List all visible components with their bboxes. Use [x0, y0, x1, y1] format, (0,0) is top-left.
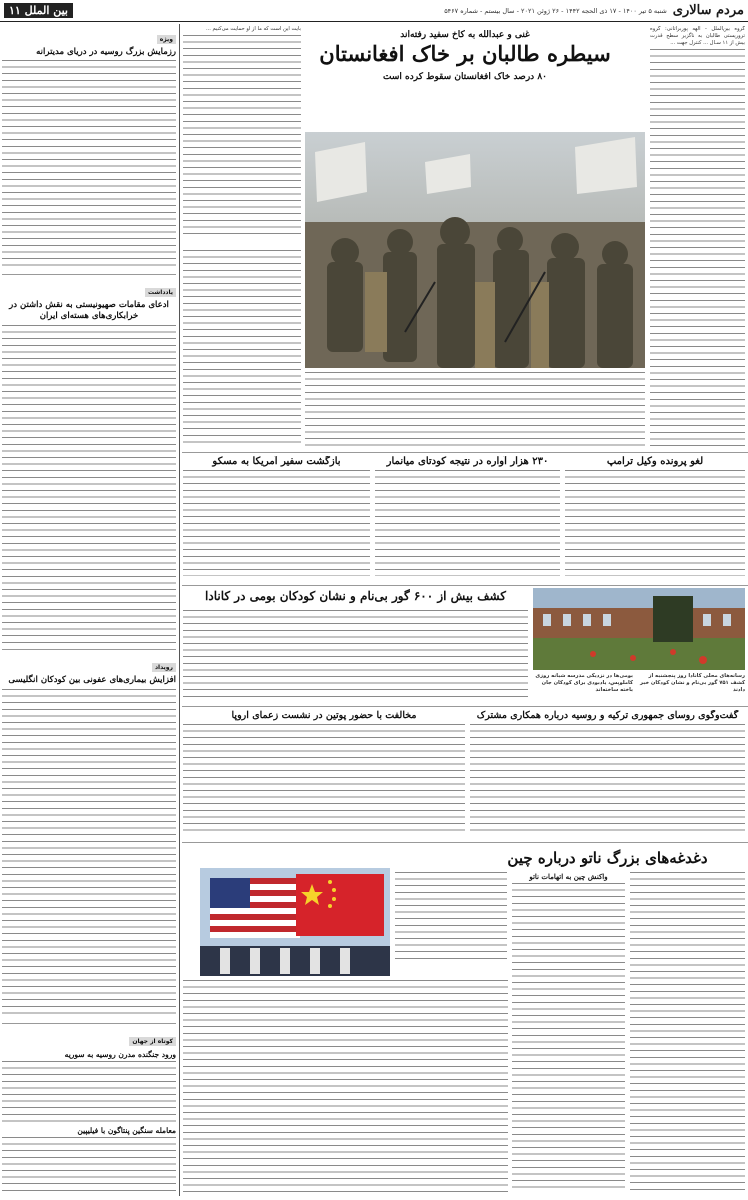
nato-title-box — [470, 848, 745, 868]
brief-syria-title: ورود جنگنده مدرن روسیه به سوریه — [64, 1050, 176, 1059]
nato-text-col1 — [630, 872, 745, 1194]
lead-text-col3: بایت این است که ما از او حمایت می‌کنیم ... — [183, 26, 301, 246]
canada-text — [183, 610, 528, 702]
taliban-crowd-photo — [305, 132, 645, 368]
canada-caption-left: بومی‌ها در نزدیکی مدرسه شبانه روزی کاملوپس، یادبودی برای کودکان جان باخته ساخته‌اند — [535, 673, 633, 693]
russia-drill-text — [2, 60, 176, 270]
divider-row4 — [182, 842, 748, 843]
ambassador-story — [183, 456, 370, 582]
brief-philippines-title: معامله سنگین پنتاگون با فیلیپین — [77, 1126, 176, 1135]
divider-row2 — [182, 585, 748, 586]
tag-briefs: کوتاه از جهان — [129, 1037, 176, 1046]
tag-note: یادداشت — [145, 288, 176, 297]
canada-title: کشف بیش از ۶۰۰ گور بی‌نام و نشان کودکان بومی در کانادا — [205, 589, 506, 603]
tag-event: رویداد — [152, 663, 176, 672]
zionist-claims-text — [2, 325, 176, 645]
nato-subtitle: واکنش چین به اتهامات ناتو — [529, 872, 608, 881]
newspaper-logo: مردم سالاری — [672, 3, 744, 18]
zionist-claims-title: ادعای مقامات صهیونیستی به نقش داشتن در خرابکاری‌های هسته‌ای ایران — [9, 300, 169, 321]
uk-infection-title: افزایش بیماری‌های عفونی بین کودکان انگلیسی — [8, 675, 176, 685]
lead-headline: سیطره طالبان بر خاک افغانستان — [319, 41, 611, 66]
lead-text-col1: گروه بین‌الملل - الهه پوربراتانی: گروه تروریستی طالبان به ناگزیر سطح قدرت بیش از ۱۱ سـال ... کنترل جهت ... — [650, 26, 745, 450]
canada-caption-right: رسانه‌های محلی کانادا روز پنجشنبه از کشف ۷۵۱ گور بی‌نام و نشان کودکان خبر دادند — [640, 673, 745, 693]
nato-title: دغدغه‌های بزرگ ناتو درباره چین — [507, 849, 708, 867]
memorial-shoes-photo — [533, 588, 745, 670]
nato-text-col3 — [395, 872, 507, 962]
trump-story — [565, 456, 745, 582]
myanmar-title: ۲۳۰ هزار آواره در نتیجه کودتای میانمار — [386, 456, 549, 467]
issue-date: شنبه ۵ تیر ۱۴۰۰ - ۱۷ ذی الحجه ۱۴۴۲ - ۲۶ ژوئن ۲۰۲۱ - سال بیستم - شماره ۵۴۶۷ — [444, 6, 667, 15]
column-divider — [179, 24, 180, 1196]
lead-text-bottom — [305, 372, 645, 448]
russia-drill-title: رزمایش بزرگ روسیه در دریای مدیترانه — [36, 47, 176, 57]
tag-special: ویژه — [157, 35, 176, 44]
lead-subhead: ۸۰ درصد خاک افغانستان سقوط کرده است — [383, 72, 547, 82]
turkey-russia-story — [470, 710, 745, 838]
putin-story — [183, 710, 465, 838]
lead-kicker: غنی و عبدالله به کاخ سفید رفته‌اند — [400, 30, 530, 40]
lead-text-col4 — [183, 250, 301, 448]
trump-title: لغو پرونده وکیل ترامپ — [606, 456, 704, 467]
lead-header — [310, 30, 620, 82]
divider-row3 — [182, 706, 748, 707]
ambassador-title: بازگشت سفیر آمریکا به مسکو — [212, 456, 341, 467]
canada-title-box — [183, 588, 528, 604]
turkey-russia-title: گفت‌وگوی روسای جمهوری ترکیه و روسیه درباره همکاری مشترک — [476, 710, 739, 721]
nato-text-bottom — [183, 980, 508, 1194]
masthead — [0, 0, 748, 22]
divider-lead — [182, 452, 748, 453]
uk-infection-text — [2, 689, 176, 1019]
nato-text-col2 — [512, 872, 625, 1194]
putin-title: مخالفت با حضور پوتین در نشست زعمای اروپا — [231, 710, 417, 721]
left-column — [2, 26, 176, 1196]
section-label: بین الملل ۱۱ — [4, 3, 73, 18]
china-us-flags-photo — [200, 868, 390, 976]
myanmar-story — [375, 456, 560, 582]
brief-philippines-text — [2, 1137, 176, 1196]
brief-syria-text — [2, 1061, 176, 1123]
